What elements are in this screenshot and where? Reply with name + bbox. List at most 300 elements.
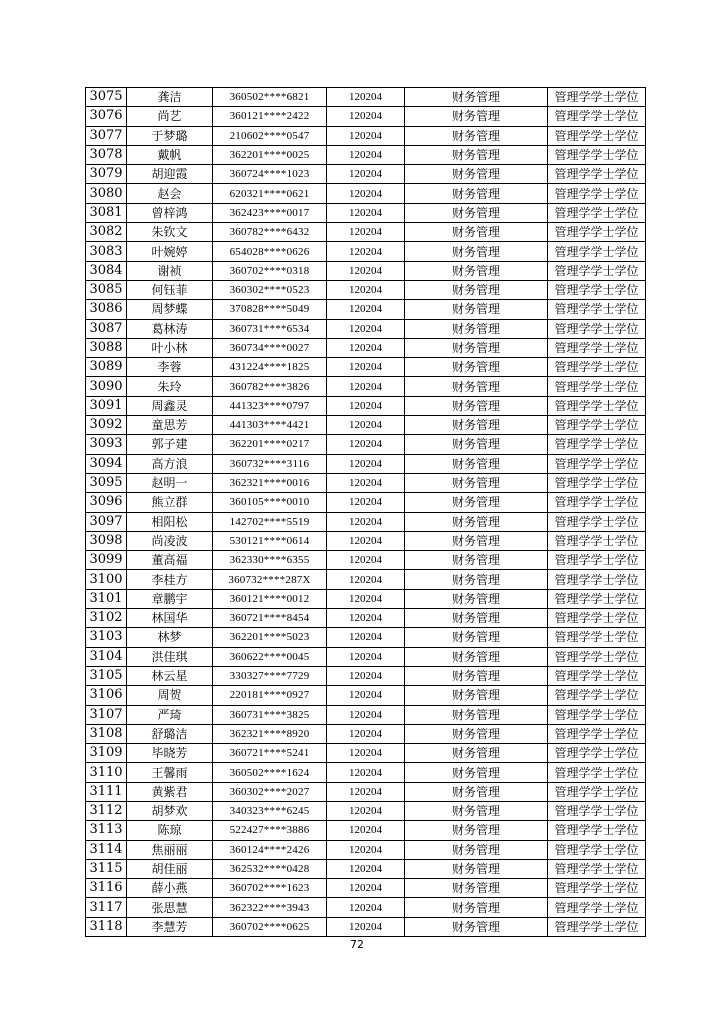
major-code-cell: 120204 bbox=[327, 338, 405, 357]
major-code-cell: 120204 bbox=[327, 377, 405, 396]
id-number-cell: 362330****6355 bbox=[213, 551, 327, 570]
id-number-cell: 441303****4421 bbox=[213, 416, 327, 435]
student-name-cell: 尚艺 bbox=[127, 107, 213, 126]
table-row bbox=[86, 300, 646, 319]
id-number-cell: 360702****0625 bbox=[213, 917, 327, 936]
degree-cell: 管理学学士学位 bbox=[548, 570, 646, 589]
major-code-cell: 120204 bbox=[327, 396, 405, 415]
major-name-cell: 财务管理 bbox=[405, 242, 548, 261]
major-name-cell: 财务管理 bbox=[405, 184, 548, 203]
table-row bbox=[86, 840, 646, 859]
major-code-cell: 120204 bbox=[327, 917, 405, 936]
major-name-cell: 财务管理 bbox=[405, 666, 548, 685]
student-name-cell: 朱玲 bbox=[127, 377, 213, 396]
table-row bbox=[86, 821, 646, 840]
major-code-cell: 120204 bbox=[327, 609, 405, 628]
serial-number-cell: 3084 bbox=[86, 261, 127, 280]
student-name-cell: 严琦 bbox=[127, 705, 213, 724]
student-name-cell: 黄紫君 bbox=[127, 782, 213, 801]
student-name-cell: 相阳松 bbox=[127, 512, 213, 531]
major-code-cell: 120204 bbox=[327, 898, 405, 917]
table-row bbox=[86, 184, 646, 203]
serial-number-cell: 3096 bbox=[86, 493, 127, 512]
major-name-cell: 财务管理 bbox=[405, 261, 548, 280]
major-name-cell: 财务管理 bbox=[405, 821, 548, 840]
student-name-cell: 赵明一 bbox=[127, 473, 213, 492]
serial-number-cell: 3089 bbox=[86, 358, 127, 377]
table-row bbox=[86, 145, 646, 164]
major-code-cell: 120204 bbox=[327, 165, 405, 184]
student-name-cell: 葛林涛 bbox=[127, 319, 213, 338]
table-row bbox=[86, 416, 646, 435]
major-name-cell: 财务管理 bbox=[405, 435, 548, 454]
id-number-cell: 441323****0797 bbox=[213, 396, 327, 415]
table-row bbox=[86, 358, 646, 377]
student-name-cell: 林云星 bbox=[127, 666, 213, 685]
degree-cell: 管理学学士学位 bbox=[548, 609, 646, 628]
table-row bbox=[86, 609, 646, 628]
serial-number-cell: 3116 bbox=[86, 879, 127, 898]
degree-cell: 管理学学士学位 bbox=[548, 184, 646, 203]
major-code-cell: 120204 bbox=[327, 589, 405, 608]
serial-number-cell: 3085 bbox=[86, 280, 127, 299]
table-row bbox=[86, 666, 646, 685]
major-code-cell: 120204 bbox=[327, 203, 405, 222]
student-name-cell: 王馨雨 bbox=[127, 763, 213, 782]
table-row bbox=[86, 647, 646, 666]
serial-number-cell: 3112 bbox=[86, 801, 127, 820]
major-name-cell: 财务管理 bbox=[405, 686, 548, 705]
id-number-cell: 360732****3116 bbox=[213, 454, 327, 473]
id-number-cell: 522427****3886 bbox=[213, 821, 327, 840]
table-row bbox=[86, 165, 646, 184]
major-name-cell: 财务管理 bbox=[405, 705, 548, 724]
table-row bbox=[86, 126, 646, 145]
degree-cell: 管理学学士学位 bbox=[548, 879, 646, 898]
id-number-cell: 362532****0428 bbox=[213, 859, 327, 878]
major-name-cell: 财务管理 bbox=[405, 782, 548, 801]
degree-cell: 管理学学士学位 bbox=[548, 454, 646, 473]
degree-cell: 管理学学士学位 bbox=[548, 782, 646, 801]
degree-cell: 管理学学士学位 bbox=[548, 512, 646, 531]
id-number-cell: 360121****2422 bbox=[213, 107, 327, 126]
major-code-cell: 120204 bbox=[327, 107, 405, 126]
student-name-cell: 曾梓鸿 bbox=[127, 203, 213, 222]
id-number-cell: 360782****3826 bbox=[213, 377, 327, 396]
serial-number-cell: 3076 bbox=[86, 107, 127, 126]
degree-cell: 管理学学士学位 bbox=[548, 840, 646, 859]
student-name-cell: 焦丽丽 bbox=[127, 840, 213, 859]
student-name-cell: 尚凌波 bbox=[127, 531, 213, 550]
major-code-cell: 120204 bbox=[327, 570, 405, 589]
major-name-cell: 财务管理 bbox=[405, 570, 548, 589]
student-name-cell: 胡佳丽 bbox=[127, 859, 213, 878]
major-name-cell: 财务管理 bbox=[405, 165, 548, 184]
major-code-cell: 120204 bbox=[327, 454, 405, 473]
table-row bbox=[86, 338, 646, 357]
degree-cell: 管理学学士学位 bbox=[548, 589, 646, 608]
serial-number-cell: 3075 bbox=[86, 88, 127, 107]
serial-number-cell: 3118 bbox=[86, 917, 127, 936]
serial-number-cell: 3104 bbox=[86, 647, 127, 666]
major-name-cell: 财务管理 bbox=[405, 628, 548, 647]
degree-cell: 管理学学士学位 bbox=[548, 705, 646, 724]
degree-cell: 管理学学士学位 bbox=[548, 338, 646, 357]
id-number-cell: 360105****0010 bbox=[213, 493, 327, 512]
serial-number-cell: 3113 bbox=[86, 821, 127, 840]
table-row bbox=[86, 223, 646, 242]
major-code-cell: 120204 bbox=[327, 628, 405, 647]
degree-cell: 管理学学士学位 bbox=[548, 666, 646, 685]
major-name-cell: 财务管理 bbox=[405, 280, 548, 299]
degree-cell: 管理学学士学位 bbox=[548, 821, 646, 840]
id-number-cell: 362423****0017 bbox=[213, 203, 327, 222]
id-number-cell: 330327****7729 bbox=[213, 666, 327, 685]
serial-number-cell: 3094 bbox=[86, 454, 127, 473]
table-row bbox=[86, 242, 646, 261]
major-name-cell: 财务管理 bbox=[405, 917, 548, 936]
graduate-degree-table bbox=[85, 87, 646, 937]
major-code-cell: 120204 bbox=[327, 647, 405, 666]
student-name-cell: 舒璐洁 bbox=[127, 724, 213, 743]
student-name-cell: 童思芳 bbox=[127, 416, 213, 435]
id-number-cell: 362201****0217 bbox=[213, 435, 327, 454]
table-row bbox=[86, 531, 646, 550]
table-row bbox=[86, 898, 646, 917]
id-number-cell: 360702****0318 bbox=[213, 261, 327, 280]
id-number-cell: 360731****6534 bbox=[213, 319, 327, 338]
major-code-cell: 120204 bbox=[327, 126, 405, 145]
serial-number-cell: 3081 bbox=[86, 203, 127, 222]
degree-cell: 管理学学士学位 bbox=[548, 107, 646, 126]
student-name-cell: 胡梦欢 bbox=[127, 801, 213, 820]
major-name-cell: 财务管理 bbox=[405, 551, 548, 570]
student-name-cell: 李慧芳 bbox=[127, 917, 213, 936]
student-name-cell: 陈琼 bbox=[127, 821, 213, 840]
serial-number-cell: 3108 bbox=[86, 724, 127, 743]
major-name-cell: 财务管理 bbox=[405, 512, 548, 531]
id-number-cell: 362322****3943 bbox=[213, 898, 327, 917]
major-code-cell: 120204 bbox=[327, 435, 405, 454]
degree-cell: 管理学学士学位 bbox=[548, 686, 646, 705]
degree-cell: 管理学学士学位 bbox=[548, 416, 646, 435]
id-number-cell: 142702****5519 bbox=[213, 512, 327, 531]
student-name-cell: 何钰菲 bbox=[127, 280, 213, 299]
major-name-cell: 财务管理 bbox=[405, 724, 548, 743]
serial-number-cell: 3087 bbox=[86, 319, 127, 338]
serial-number-cell: 3115 bbox=[86, 859, 127, 878]
student-name-cell: 林国华 bbox=[127, 609, 213, 628]
degree-cell: 管理学学士学位 bbox=[548, 165, 646, 184]
major-code-cell: 120204 bbox=[327, 879, 405, 898]
major-code-cell: 120204 bbox=[327, 358, 405, 377]
id-number-cell: 360721****8454 bbox=[213, 609, 327, 628]
id-number-cell: 210602****0547 bbox=[213, 126, 327, 145]
student-name-cell: 于梦璐 bbox=[127, 126, 213, 145]
major-name-cell: 财务管理 bbox=[405, 744, 548, 763]
table-row bbox=[86, 686, 646, 705]
major-name-cell: 财务管理 bbox=[405, 396, 548, 415]
degree-cell: 管理学学士学位 bbox=[548, 917, 646, 936]
id-number-cell: 362201****0025 bbox=[213, 145, 327, 164]
serial-number-cell: 3086 bbox=[86, 300, 127, 319]
degree-cell: 管理学学士学位 bbox=[548, 261, 646, 280]
major-name-cell: 财务管理 bbox=[405, 647, 548, 666]
table-row bbox=[86, 107, 646, 126]
degree-cell: 管理学学士学位 bbox=[548, 473, 646, 492]
serial-number-cell: 3090 bbox=[86, 377, 127, 396]
major-name-cell: 财务管理 bbox=[405, 338, 548, 357]
major-name-cell: 财务管理 bbox=[405, 203, 548, 222]
degree-cell: 管理学学士学位 bbox=[548, 551, 646, 570]
table-row bbox=[86, 917, 646, 936]
serial-number-cell: 3106 bbox=[86, 686, 127, 705]
major-code-cell: 120204 bbox=[327, 145, 405, 164]
table-row bbox=[86, 454, 646, 473]
degree-cell: 管理学学士学位 bbox=[548, 744, 646, 763]
major-code-cell: 120204 bbox=[327, 531, 405, 550]
major-code-cell: 120204 bbox=[327, 300, 405, 319]
id-number-cell: 360502****6821 bbox=[213, 88, 327, 107]
degree-cell: 管理学学士学位 bbox=[548, 724, 646, 743]
degree-cell: 管理学学士学位 bbox=[548, 223, 646, 242]
major-name-cell: 财务管理 bbox=[405, 763, 548, 782]
table-row bbox=[86, 801, 646, 820]
major-code-cell: 120204 bbox=[327, 493, 405, 512]
degree-cell: 管理学学士学位 bbox=[548, 145, 646, 164]
serial-number-cell: 3102 bbox=[86, 609, 127, 628]
table-row bbox=[86, 377, 646, 396]
major-code-cell: 120204 bbox=[327, 763, 405, 782]
degree-cell: 管理学学士学位 bbox=[548, 493, 646, 512]
degree-cell: 管理学学士学位 bbox=[548, 898, 646, 917]
table-row bbox=[86, 203, 646, 222]
table-row bbox=[86, 493, 646, 512]
degree-cell: 管理学学士学位 bbox=[548, 319, 646, 338]
serial-number-cell: 3105 bbox=[86, 666, 127, 685]
student-name-cell: 胡迎霞 bbox=[127, 165, 213, 184]
degree-cell: 管理学学士学位 bbox=[548, 801, 646, 820]
student-name-cell: 林梦 bbox=[127, 628, 213, 647]
major-name-cell: 财务管理 bbox=[405, 801, 548, 820]
id-number-cell: 370828****5049 bbox=[213, 300, 327, 319]
major-name-cell: 财务管理 bbox=[405, 145, 548, 164]
serial-number-cell: 3093 bbox=[86, 435, 127, 454]
serial-number-cell: 3117 bbox=[86, 898, 127, 917]
student-name-cell: 高方浪 bbox=[127, 454, 213, 473]
major-code-cell: 120204 bbox=[327, 782, 405, 801]
serial-number-cell: 3103 bbox=[86, 628, 127, 647]
serial-number-cell: 3097 bbox=[86, 512, 127, 531]
major-code-cell: 120204 bbox=[327, 859, 405, 878]
major-code-cell: 120204 bbox=[327, 261, 405, 280]
major-code-cell: 120204 bbox=[327, 724, 405, 743]
id-number-cell: 360721****5241 bbox=[213, 744, 327, 763]
serial-number-cell: 3098 bbox=[86, 531, 127, 550]
table-row bbox=[86, 261, 646, 280]
serial-number-cell: 3101 bbox=[86, 589, 127, 608]
table-row bbox=[86, 570, 646, 589]
major-code-cell: 120204 bbox=[327, 821, 405, 840]
id-number-cell: 360121****0012 bbox=[213, 589, 327, 608]
id-number-cell: 360734****0027 bbox=[213, 338, 327, 357]
student-name-cell: 张思慧 bbox=[127, 898, 213, 917]
serial-number-cell: 3107 bbox=[86, 705, 127, 724]
id-number-cell: 220181****0927 bbox=[213, 686, 327, 705]
table-row bbox=[86, 859, 646, 878]
serial-number-cell: 3077 bbox=[86, 126, 127, 145]
table-row bbox=[86, 396, 646, 415]
major-name-cell: 财务管理 bbox=[405, 493, 548, 512]
serial-number-cell: 3083 bbox=[86, 242, 127, 261]
student-name-cell: 李蓉 bbox=[127, 358, 213, 377]
major-name-cell: 财务管理 bbox=[405, 879, 548, 898]
student-name-cell: 毕晓芳 bbox=[127, 744, 213, 763]
major-code-cell: 120204 bbox=[327, 88, 405, 107]
degree-cell: 管理学学士学位 bbox=[548, 280, 646, 299]
table-row bbox=[86, 705, 646, 724]
student-name-cell: 董高福 bbox=[127, 551, 213, 570]
major-code-cell: 120204 bbox=[327, 512, 405, 531]
table-row bbox=[86, 763, 646, 782]
id-number-cell: 362201****5023 bbox=[213, 628, 327, 647]
table-row bbox=[86, 551, 646, 570]
student-name-cell: 周鑫灵 bbox=[127, 396, 213, 415]
major-name-cell: 财务管理 bbox=[405, 589, 548, 608]
student-name-cell: 薛小燕 bbox=[127, 879, 213, 898]
table-row bbox=[86, 724, 646, 743]
id-number-cell: 360302****2027 bbox=[213, 782, 327, 801]
major-code-cell: 120204 bbox=[327, 840, 405, 859]
major-name-cell: 财务管理 bbox=[405, 454, 548, 473]
major-code-cell: 120204 bbox=[327, 666, 405, 685]
id-number-cell: 362321****0016 bbox=[213, 473, 327, 492]
table-row bbox=[86, 782, 646, 801]
major-code-cell: 120204 bbox=[327, 223, 405, 242]
page-number: 72 bbox=[350, 938, 364, 951]
student-name-cell: 叶小林 bbox=[127, 338, 213, 357]
major-name-cell: 财务管理 bbox=[405, 319, 548, 338]
degree-cell: 管理学学士学位 bbox=[548, 242, 646, 261]
student-name-cell: 洪佳琪 bbox=[127, 647, 213, 666]
major-name-cell: 财务管理 bbox=[405, 107, 548, 126]
student-name-cell: 周贺 bbox=[127, 686, 213, 705]
major-code-cell: 120204 bbox=[327, 551, 405, 570]
major-code-cell: 120204 bbox=[327, 319, 405, 338]
serial-number-cell: 3114 bbox=[86, 840, 127, 859]
degree-cell: 管理学学士学位 bbox=[548, 859, 646, 878]
table-body bbox=[86, 88, 646, 937]
student-name-cell: 朱钦文 bbox=[127, 223, 213, 242]
serial-number-cell: 3078 bbox=[86, 145, 127, 164]
major-code-cell: 120204 bbox=[327, 473, 405, 492]
serial-number-cell: 3100 bbox=[86, 570, 127, 589]
major-name-cell: 财务管理 bbox=[405, 531, 548, 550]
student-name-cell: 郭子建 bbox=[127, 435, 213, 454]
student-name-cell: 赵会 bbox=[127, 184, 213, 203]
major-name-cell: 财务管理 bbox=[405, 358, 548, 377]
major-name-cell: 财务管理 bbox=[405, 377, 548, 396]
table-row bbox=[86, 473, 646, 492]
serial-number-cell: 3082 bbox=[86, 223, 127, 242]
student-name-cell: 龚洁 bbox=[127, 88, 213, 107]
id-number-cell: 360302****0523 bbox=[213, 280, 327, 299]
degree-cell: 管理学学士学位 bbox=[548, 88, 646, 107]
major-code-cell: 120204 bbox=[327, 184, 405, 203]
degree-cell: 管理学学士学位 bbox=[548, 126, 646, 145]
serial-number-cell: 3092 bbox=[86, 416, 127, 435]
serial-number-cell: 3080 bbox=[86, 184, 127, 203]
major-name-cell: 财务管理 bbox=[405, 859, 548, 878]
degree-cell: 管理学学士学位 bbox=[548, 300, 646, 319]
table-row bbox=[86, 88, 646, 107]
student-name-cell: 李桂方 bbox=[127, 570, 213, 589]
id-number-cell: 362321****8920 bbox=[213, 724, 327, 743]
id-number-cell: 360724****1023 bbox=[213, 165, 327, 184]
serial-number-cell: 3099 bbox=[86, 551, 127, 570]
degree-cell: 管理学学士学位 bbox=[548, 377, 646, 396]
major-code-cell: 120204 bbox=[327, 744, 405, 763]
serial-number-cell: 3111 bbox=[86, 782, 127, 801]
id-number-cell: 530121****0614 bbox=[213, 531, 327, 550]
id-number-cell: 431224****1825 bbox=[213, 358, 327, 377]
serial-number-cell: 3095 bbox=[86, 473, 127, 492]
student-name-cell: 周梦蝶 bbox=[127, 300, 213, 319]
major-name-cell: 财务管理 bbox=[405, 223, 548, 242]
table-row bbox=[86, 319, 646, 338]
degree-cell: 管理学学士学位 bbox=[548, 628, 646, 647]
student-name-cell: 熊立群 bbox=[127, 493, 213, 512]
student-name-cell: 章鹏宇 bbox=[127, 589, 213, 608]
student-name-cell: 叶婉婷 bbox=[127, 242, 213, 261]
major-name-cell: 财务管理 bbox=[405, 840, 548, 859]
id-number-cell: 360702****1623 bbox=[213, 879, 327, 898]
id-number-cell: 654028****0626 bbox=[213, 242, 327, 261]
id-number-cell: 360124****2426 bbox=[213, 840, 327, 859]
serial-number-cell: 3110 bbox=[86, 763, 127, 782]
major-name-cell: 财务管理 bbox=[405, 88, 548, 107]
serial-number-cell: 3109 bbox=[86, 744, 127, 763]
degree-cell: 管理学学士学位 bbox=[548, 358, 646, 377]
degree-cell: 管理学学士学位 bbox=[548, 763, 646, 782]
id-number-cell: 360502****1624 bbox=[213, 763, 327, 782]
id-number-cell: 360732****287X bbox=[213, 570, 327, 589]
table-row bbox=[86, 628, 646, 647]
id-number-cell: 340323****6245 bbox=[213, 801, 327, 820]
serial-number-cell: 3091 bbox=[86, 396, 127, 415]
id-number-cell: 360622****0045 bbox=[213, 647, 327, 666]
degree-cell: 管理学学士学位 bbox=[548, 647, 646, 666]
major-code-cell: 120204 bbox=[327, 686, 405, 705]
serial-number-cell: 3088 bbox=[86, 338, 127, 357]
degree-cell: 管理学学士学位 bbox=[548, 435, 646, 454]
student-name-cell: 谢祯 bbox=[127, 261, 213, 280]
id-number-cell: 620321****0621 bbox=[213, 184, 327, 203]
id-number-cell: 360782****6432 bbox=[213, 223, 327, 242]
student-name-cell: 戴帆 bbox=[127, 145, 213, 164]
serial-number-cell: 3079 bbox=[86, 165, 127, 184]
major-name-cell: 财务管理 bbox=[405, 609, 548, 628]
table-row bbox=[86, 280, 646, 299]
major-name-cell: 财务管理 bbox=[405, 126, 548, 145]
degree-cell: 管理学学士学位 bbox=[548, 396, 646, 415]
id-number-cell: 360731****3825 bbox=[213, 705, 327, 724]
table-row bbox=[86, 744, 646, 763]
major-name-cell: 财务管理 bbox=[405, 300, 548, 319]
table-row bbox=[86, 879, 646, 898]
major-code-cell: 120204 bbox=[327, 801, 405, 820]
major-name-cell: 财务管理 bbox=[405, 473, 548, 492]
